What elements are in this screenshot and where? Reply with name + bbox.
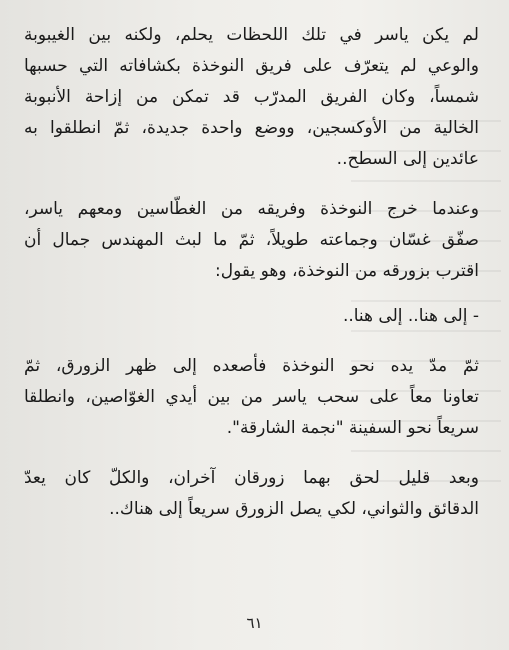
text-line: اقترب بزورقه من النوخذة، وهو يقول: xyxy=(215,261,479,281)
text-line: شمساً، وكان الفريق المدرّب قد تمكن من إزاحة الأنبوبة xyxy=(24,87,479,107)
body-text xyxy=(24,20,479,525)
text-line: سريعاً نحو السفينة "نجمة الشارقة". xyxy=(226,418,479,438)
paragraph-5 xyxy=(24,463,479,525)
text-line: والوعي لم يتعرّف على فريق النوخذة بكشافاته التي حسبها xyxy=(24,56,479,76)
text-line: الدقائق والثواني، لكي يصل الزورق سريعاً إلى هناك.. xyxy=(109,499,479,519)
text-line: وبعد قليل لحق بهما زورقان آخران، والكلّ كان يعدّ xyxy=(24,468,479,488)
page-number: ٦١ xyxy=(246,614,263,632)
paragraph-3 xyxy=(24,301,479,332)
text-line: عائدين إلى السطح.. xyxy=(336,149,479,169)
text-line: لم يكن ياسر في تلك اللحظات يحلم، ولكنه بين الغيبوبة xyxy=(24,25,479,45)
paragraph-4 xyxy=(24,351,479,444)
text-line: تعاونا معاً على سحب ياسر من بين أيدي الغوّاصين، وانطلقا xyxy=(24,387,479,407)
text-line: صفّق غسّان وجماعته طويلاً، ثمّ ما لبث المهندس جمال أن xyxy=(24,230,479,250)
text-line: ثمّ مدّ يده نحو النوخذة فأصعده إلى ظهر الزورق، ثمّ xyxy=(24,356,479,376)
paragraph-1 xyxy=(24,20,479,175)
text-line: الخالية من الأوكسجين، ووضع واحدة جديدة، ثمّ انطلقوا به xyxy=(24,118,479,138)
text-line: وعندما خرج النوخذة وفريقه من الغطّاسين ومعهم ياسر، xyxy=(24,199,479,219)
text-line: - إلى هنا.. إلى هنا.. xyxy=(342,306,479,326)
paragraph-2 xyxy=(24,194,479,287)
